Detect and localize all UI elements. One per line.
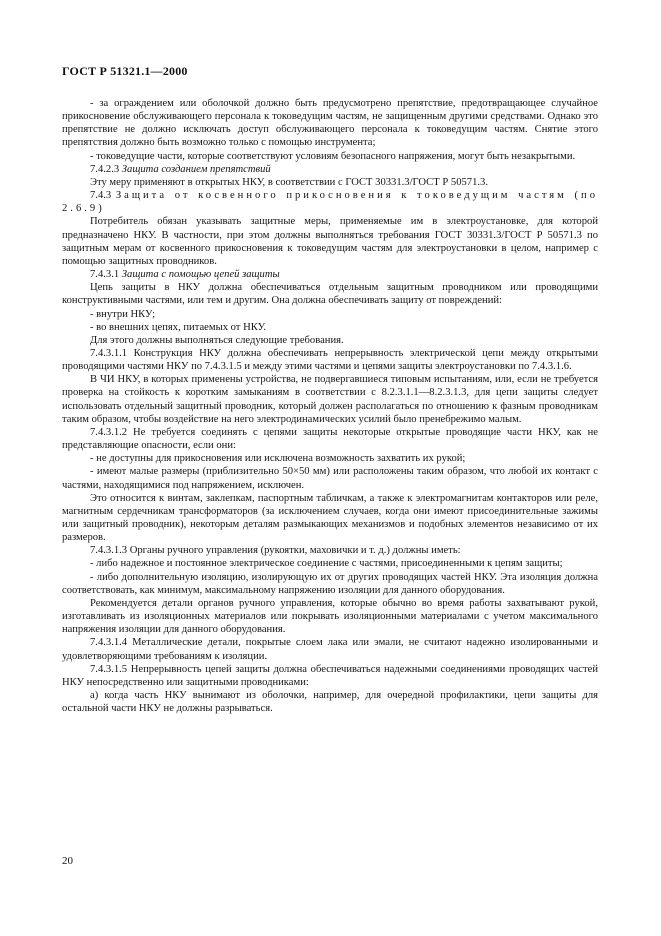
paragraph: В ЧИ НКУ, в которых применены устройства, не подвергавшиеся типовым испытаниям, или, если не требуется проверка на стойкость к коротким замыканиям в соответствии с 8.2.3.1.1—8.2.3.1.3, для цепи защиты следует использовать отдельный защитный проводник, который должен располагаться по отношению к фазным проводникам таким образом, чтобы воздействие на него электродинамических усилий было пренебрежимо малым. (62, 374, 598, 425)
section-title: Защита созданием препятствий (121, 163, 271, 175)
list-item: - не доступны для прикосновения или исключена возможность захватить их рукой; (90, 453, 466, 465)
paragraph: Для этого должны выполняться следующие требования. (90, 334, 344, 346)
section-title: Защита с помощью цепей защиты (121, 269, 280, 281)
page-number: 20 (62, 855, 73, 867)
section-number: 7.4.3.1 (90, 269, 120, 281)
section-number: 7.4.3 (90, 190, 112, 202)
list-item: а) когда часть НКУ вынимают из оболочки, например, для очередной профилактики, цепи защиты для остальной части НКУ не должны разрываться. (62, 690, 598, 715)
paragraph: 7.4.3.1.1 Конструкция НКУ должна обеспечивать непрерывность электрической цепи между открытыми проводящими частями НКУ по 7.4.3.1.5 и между этими частями и цепями защиты электроустановки по 7.4.3.1.6. (62, 347, 598, 373)
list-item: - внутри НКУ; (90, 308, 156, 320)
paragraph: 7.4.3.1.4 Металлические детали, покрытые слоем лака или эмали, не считают надежно изолированными и удовлетворяющими требованиям к изоляции. (62, 637, 598, 662)
list-item: - во внешних цепях, питаемых от НКУ. (90, 321, 267, 333)
section-title: Защита от косвенного прикосновения к токоведущим частям (по 2.6.9) (62, 190, 599, 215)
list-item: - либо надежное и постоянное электрическое соединение с частями, присоединенными к цепям защиты; (90, 558, 563, 570)
paragraph: 7.4.3.1.2 Не требуется соединять с цепями защиты некоторые открытые проводящие части НКУ, как не представляющие опасности, если они: (62, 426, 598, 452)
paragraph: 7.4.3.1.3 Органы ручного управления (рукоятки, маховички и т. д.) должны иметь: (90, 545, 461, 557)
paragraph: Цепь защиты в НКУ должна обеспечиваться отдельным защитным проводником или проводящими конструктивными частями, или тем и другим. Она должна обеспечивать защиту от повреждений: (62, 282, 598, 307)
paragraph: Потребитель обязан указывать защитные меры, применяемые им в электроустановке, для которой предназначено НКУ. В частности, при этом должны выполняться требования ГОСТ 30331.3/ГОСТ Р 50571.3 по защитным мерам от косвенного прикосновения к токоведущим частям для электроустановки в целом, например с помощью защитных проводников. (62, 216, 598, 267)
section-number: 7.4.2.3 (90, 163, 120, 175)
paragraph: 7.4.3.1.5 Непрерывность цепей защиты должна обеспечиваться надежными соединениями проводящих частей НКУ непосредственно или защитными проводниками: (62, 663, 598, 688)
paragraph: Рекомендуется детали органов ручного управления, которые обычно во время работы захватывают рукой, изготавливать из изоляционных материалов или покрывать изоляционными материалами с учетом максимального напряжения изоляции для данного оборудования. (62, 597, 598, 636)
paragraph: - за ограждением или оболочкой должно быть предусмотрено препятствие, предотвращающее случайное прикосновение обслуживающего персонала к токоведущим частям, не защищенным другими средствами. Однако это препятствие не должно исключать доступ обслуживающего персонала к токоведущим частям. Снятие этого препятствия должно быть возможно только с помощью инструмента; (62, 98, 598, 149)
paragraph: Эту меру применяют в открытых НКУ, в соответствии с ГОСТ 30331.3/ГОСТ Р 50571.3. (90, 176, 488, 188)
section-heading (62, 189, 598, 215)
section-heading (62, 268, 598, 281)
paragraph: - токоведущие части, которые соответствуют условиям безопасного напряжения, могут быть незакрытыми. (90, 150, 576, 162)
list-item: - имеют малые размеры (приблизительно 50×50 мм) или расположены таким образом, что любой их контакт с частями, находящимися под напряжением, исключен. (62, 466, 598, 491)
paragraph: Это относится к винтам, заклепкам, паспортным табличкам, а также к электромагнитам контакторов или реле, магнитным сердечникам трансформаторов (за исключением случаев, когда они имеют присоединительные зажимы или защитный проводник), некоторым деталям размыкающих механизмов и подобных элементов независимо от их размеров. (62, 492, 598, 544)
standard-header: ГОСТ Р 51321.1—2000 (62, 64, 188, 78)
section-heading (62, 163, 598, 176)
list-item: - либо дополнительную изоляцию, изолирующую их от других проводящих частей НКУ. Эта изоляция должна соответствовать, как минимум, максимальному напряжению изоляции для данного оборудования. (62, 571, 598, 596)
document-body (62, 97, 598, 715)
